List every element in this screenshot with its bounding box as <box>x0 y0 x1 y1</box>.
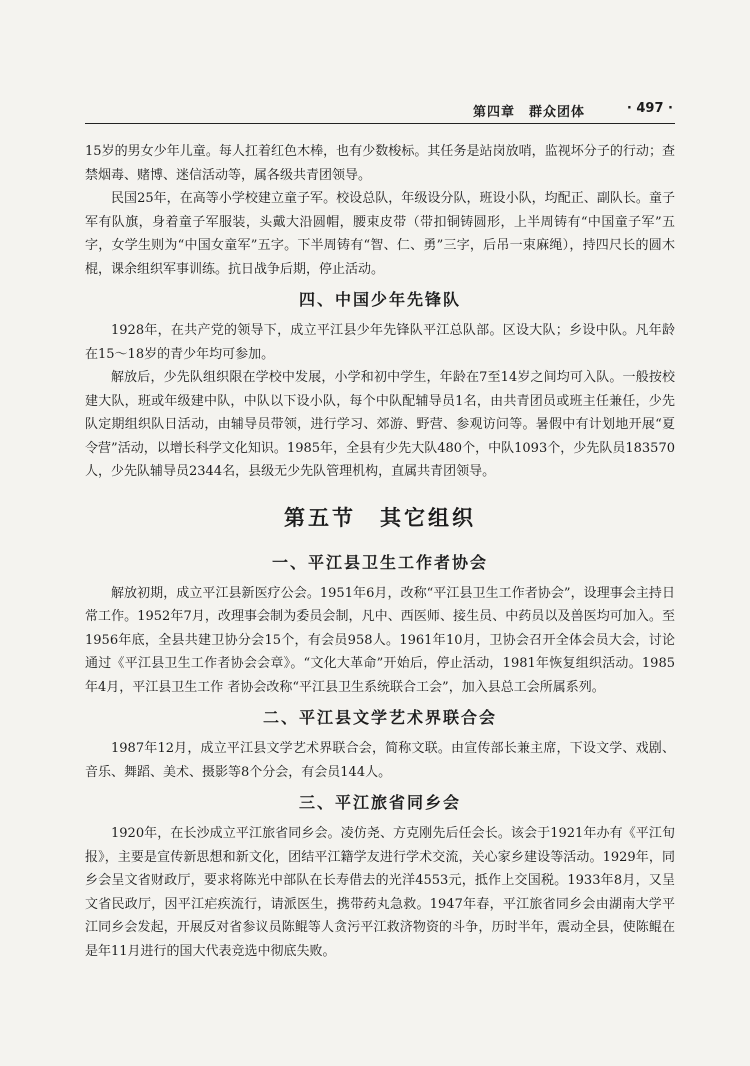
paragraph: 15岁的男女少年儿童。每人扛着红色木棒，也有少数梭标。其任务是站岗放哨，监视坏分子的行动；查禁烟毒、赌博、迷信活动等，属各级共青团领导。 <box>85 144 675 183</box>
section-title: 第五节 其它组织 <box>284 505 476 530</box>
paragraph: 1987年12月，成立平江县文学艺术界联合会，简称文联。由宣传部长兼主席，下设文学、戏剧、音乐、舞蹈、美术、摄影等8个分会，有会员144人。 <box>85 741 675 780</box>
heading-hometown-association: 三、平江旅省同乡会 <box>298 793 461 812</box>
page-number: · 497 · <box>626 101 673 116</box>
heading-literature-federation: 二、平江县文学艺术界联合会 <box>262 708 497 727</box>
heading-health-association: 一、平江县卫生工作者协会 <box>271 552 488 572</box>
running-header <box>85 101 675 124</box>
paragraph: 1920年，在长沙成立平江旅省同乡会。凌仿尧、方克刚先后任会长。该会于1921年办有《平江旬报》，主要是宣传新思想和新文化，团结平江籍学友进行学术交流，关心家乡建设等活动。1929年，同乡会呈文省财政厅，要求将陈光中部队在长寿借去的光洋4553元，抵作上交国税。1933年8月，又呈文省民政厅，因平江疟疾流行，请派医生，携带药丸急救。1947年春，平江旅省同乡会由湖南大学平江同乡会发起，开展反对省参议员陈鲲等人贪污平江救济物资的斗争，历时半年，震动全县，使陈鲲在是年11月进行的国大代表竞选中彻底失败。 <box>85 826 675 959</box>
paragraph: 解放后，少先队组织限在学校中发展，小学和初中学生，年龄在7至14岁之间均可入队。一般按校建大队，班或年级建中队，中队以下设小队，每个中队配辅导员1名，由共青团员或班主任兼任，少先队定期组织队日活动，由辅导员带领，进行学习、郊游、野营、参观访问等。暑假中有计划地开展“夏令营”活动，以增长科学文化知识。1985年，全县有少先大队480个，中队1093个，少先队员183570人，少先队辅导员2344名，县级无少先队管理机构，直属共青团领导。 <box>85 370 675 479</box>
paragraph: 民国25年，在高等小学校建立童子军。校设总队，年级设分队，班设小队，均配正、副队长。童子军有队旗，身着童子军服装，头戴大沿圆帽，腰束皮带（带扣铜铸圆形，上半周铸有“中国童子军”五字，女学生则为“中国女童军”五字。下半周铸有“智、仁、勇”三字，后吊一束麻绳），持四尺长的圆木棍，课余组织军事训练。抗日战争后期，停止活动。 <box>85 191 675 277</box>
heading-young-pioneers: 四、中国少年先锋队 <box>298 290 461 309</box>
chapter-title: 第四章 群众团体 <box>472 105 585 120</box>
paragraph: 1928年，在共产党的领导下，成立平江县少年先锋队平江总队部。区设大队；乡设中队。凡年龄在15～18岁的青少年均可参加。 <box>85 323 675 362</box>
paragraph: 解放初期，成立平江县新医疗公会。1951年6月，改称“平江县卫生工作者协会”，设理事会主持日常工作。1952年7月，改理事会制为委员会制，凡中、西医师、接生员、中药员以及兽医均可加入。至1956年底，全县共建卫协分会15个，有会员958人。1961年10月，卫协会召开全体会员大会，讨论通过《平江县卫生工作者协会会章》。“文化大革命”开始后，停止活动，1981年恢复组织活动。1985年4月，平江县卫生工作 者协会改称“平江县卫生系统联合工会”，加入县总工会所属系列。 <box>85 585 675 695</box>
page-body <box>85 140 675 963</box>
